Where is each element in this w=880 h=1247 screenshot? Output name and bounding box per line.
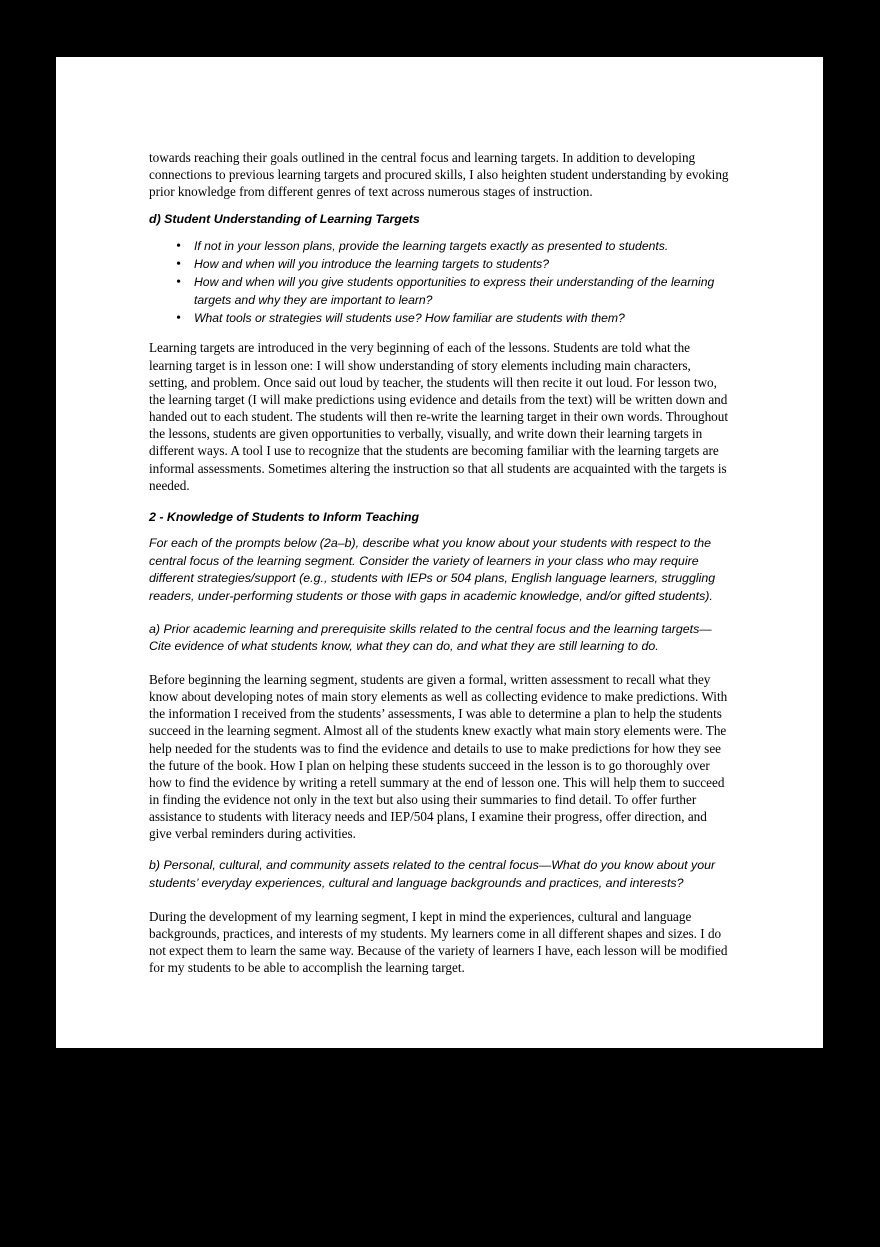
document-page: [56, 57, 823, 1048]
list-item: • How and when will you give students opportunities to express their understanding of the learning targets and why they are important to learn?: [149, 274, 729, 309]
response-paragraph-learning-targets: Learning targets are introduced in the very beginning of each of the lessons. Students are told what the learning target is in lesson one: I will show understanding of story elements including main characters, setting, and problem. Once said out loud by teacher, the students will then recite it out loud. For lesson two, the learning target (I will make predictions using evidence and details from the text) will be written down and handed out to each student. The students will then re-write the learning target in their own words. Throughout the lessons, students are given opportunities to verbally, visually, and write down their learning targets in different ways. A tool I use to recognize that the students are becoming familiar with the learning targets are informal assessments. Sometimes altering the instruction so that all students are acquainted with the targets is needed.: [149, 340, 729, 493]
section-heading-2: 2 - Knowledge of Students to Inform Teaching: [149, 509, 420, 524]
prompt-section-2-intro: For each of the prompts below (2a–b), describe what you know about your students with respect to the central focus of the learning segment. Consider the variety of learners in your class who may require different strategies/support (e.g., students with IEPs or 504 plans, English language learners, struggling readers, under-performing students or those with gaps in academic knowledge, and/or gifted students).: [149, 536, 716, 604]
list-item: • How and when will you introduce the learning targets to students?: [149, 256, 729, 273]
prompt-2a: a) Prior academic learning and prerequisite skills related to the central focus and the learning targets—Cite evidence of what students know, what they can do, and what they are still learning to do.: [149, 621, 712, 654]
section-heading-d: d) Student Understanding of Learning Targets: [149, 212, 420, 227]
response-paragraph-2a: Before beginning the learning segment, students are given a formal, written assessment to recall what they know about developing notes of main story elements as well as collecting evidence to make predictions. With the information I received from the students’ assessments, I was able to determine a plan to help the students succeed in the learning segment. Almost all of the students knew exactly what main story elements were. The help needed for the students was to find the evidence and details to use to make predictions for how they see the future of the book. How I plan on helping these students succeed in the lesson is to go thoroughly over how to find the evidence by writing a retell summary at the end of lesson one. This will help them to succeed in finding the evidence not only in the text but also using their summaries to find detail. To offer further assistance to students with literacy needs and IEP/504 plans, I examine their progress, offer direction, and give verbal reminders during activities.: [149, 671, 728, 842]
list-item: • If not in your lesson plans, provide the learning targets exactly as presented to students.: [149, 238, 729, 255]
prompt-bullet-list: [149, 238, 729, 328]
list-item: • What tools or strategies will students use? How familiar are students with them?: [149, 310, 729, 327]
prompt-2b: b) Personal, cultural, and community assets related to the central focus—What do you know about your students’ everyday experiences, cultural and language backgrounds and practices, and interests?: [149, 858, 716, 891]
page-content: [149, 149, 729, 987]
continued-paragraph: towards reaching their goals outlined in the central focus and learning targets. In addition to developing connections to previous learning targets and procured skills, I also heighten student understanding by evoking prior knowledge from different genres of text across numerous stages of instruction.: [149, 150, 729, 200]
response-paragraph-2b: During the development of my learning segment, I kept in mind the experiences, cultural and language backgrounds, practices, and interests of my students. My learners come in all different shapes and sizes. I do not expect them to learn the same way. Because of the variety of learners I have, each lesson will be modified for my students to be able to accomplish the learning target.: [149, 908, 728, 976]
